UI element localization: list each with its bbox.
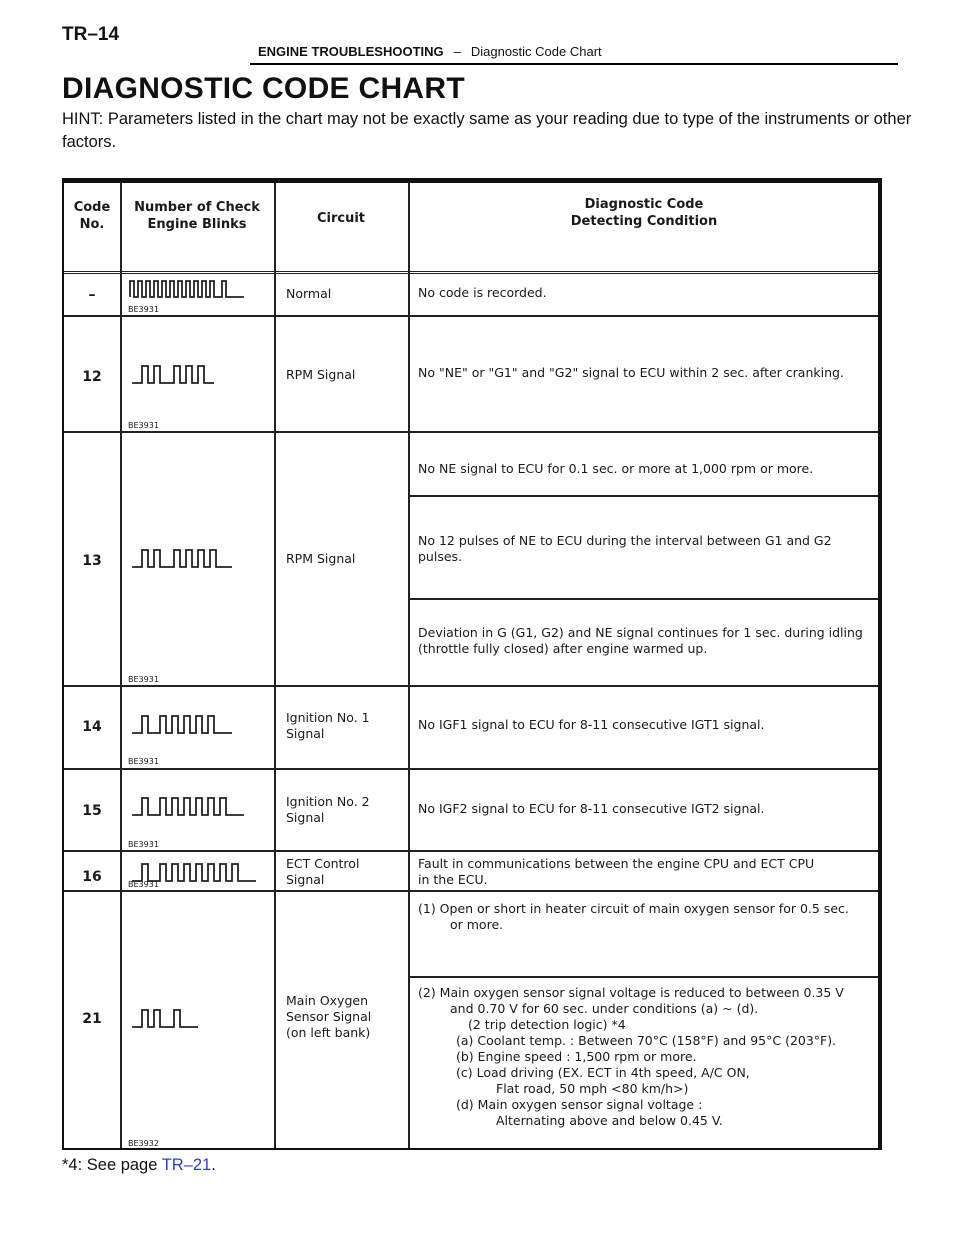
code-14: 14 — [82, 719, 102, 735]
condition-21-1: (1) Open or short in heater circuit of main oxygen sensor for 0.5 sec. or more. — [418, 901, 849, 932]
header-blinks: Number of Check Engine Blinks — [134, 200, 260, 232]
figure-ref: BE3932 — [128, 1139, 159, 1148]
row-divider — [64, 768, 878, 770]
row-divider — [64, 431, 878, 433]
row-divider — [410, 495, 878, 497]
subsection-title: Diagnostic Code Chart — [470, 44, 602, 59]
code-13: 13 — [82, 553, 102, 569]
blink-waveform — [128, 711, 238, 737]
header-separator: – — [453, 44, 461, 59]
col-divider — [120, 183, 122, 1148]
condition-21-2: (2) Main oxygen sensor signal voltage is reduced to between 0.35 V and 0.70 V for 60 sec. under conditions (a) ~ (d). (2 trip detection logic) *4 (a) Coolant temp. : Between 70°C (158°F) and 95°C (203°F). (b) Engine speed : 1,500 rpm or more. (c) Load driving (EX. ECT in 4th speed, A/C ON, Flat road, 50 mph <80 km/h>) (d) Main oxygen sensor signal voltage : Alternating above and below 0.45 V. — [418, 985, 844, 1128]
row-divider — [410, 976, 878, 978]
figure-ref: BE3931 — [128, 675, 159, 684]
condition-13-c: Deviation in G (G1, G2) and NE signal continues for 1 sec. during idling (throttle fully closed) after engine warmed up. — [418, 625, 863, 656]
blink-waveform — [128, 1005, 218, 1031]
circuit-12: RPM Signal — [286, 367, 356, 382]
code-12: 12 — [82, 369, 102, 385]
code-21: 21 — [82, 1011, 102, 1027]
condition-13-a: No NE signal to ECU for 0.1 sec. or more at 1,000 rpm or more. — [418, 461, 814, 476]
condition-13-b: No 12 pulses of NE to ECU during the interval between G1 and G2 pulses. — [418, 533, 832, 564]
figure-ref: BE3931 — [128, 305, 159, 314]
header-rule — [250, 63, 898, 65]
condition-normal: No code is recorded. — [418, 285, 547, 300]
row-divider — [64, 315, 878, 317]
row-divider — [64, 271, 878, 274]
condition-15: No IGF2 signal to ECU for 8-11 consecutive IGT2 signal. — [418, 801, 765, 816]
condition-16: Fault in communications between the engine CPU and ECT CPU in the ECU. — [418, 856, 815, 887]
blink-waveform — [128, 277, 248, 301]
circuit-13: RPM Signal — [286, 551, 356, 566]
col-divider — [408, 183, 410, 1148]
condition-12: No "NE" or "G1" and "G2" signal to ECU within 2 sec. after cranking. — [418, 365, 844, 380]
header-condition: Diagnostic Code Detecting Condition — [570, 197, 718, 229]
blink-waveform — [128, 793, 258, 819]
section-title: ENGINE TROUBLESHOOTING — [258, 44, 444, 59]
running-head — [258, 44, 602, 59]
circuit-15: Ignition No. 2 Signal — [286, 794, 370, 825]
header-circuit: Circuit — [316, 211, 366, 226]
circuit-16: ECT Control Signal — [286, 856, 360, 887]
page-number: TR–14 — [62, 24, 120, 45]
circuit-21: Main Oxygen Sensor Signal (on left bank) — [286, 993, 372, 1040]
figure-ref: BE3931 — [128, 840, 159, 849]
blink-waveform — [128, 361, 218, 387]
row-divider — [64, 850, 878, 852]
row-divider — [64, 685, 878, 687]
row-divider — [64, 890, 878, 892]
code-16: 16 — [82, 869, 102, 885]
circuit-14: Ignition No. 1 Signal — [286, 710, 370, 741]
hint-text: HINT: Parameters listed in the chart may not be exactly same as your reading due to type of the instruments or other factors. — [62, 110, 912, 151]
code-normal: – — [88, 287, 96, 303]
figure-ref: BE3931 — [128, 757, 159, 766]
condition-14: No IGF1 signal to ECU for 8-11 consecutive IGT1 signal. — [418, 717, 765, 732]
diagnostic-code-table — [62, 178, 882, 1150]
footnote: *4: See page TR–21. — [62, 1156, 216, 1174]
col-divider — [274, 183, 276, 1148]
header-code: Code No. — [73, 200, 111, 232]
blink-waveform — [128, 545, 238, 571]
row-divider — [410, 598, 878, 600]
circuit-normal: Normal — [286, 286, 332, 301]
figure-ref: BE3931 — [128, 880, 159, 889]
code-15: 15 — [82, 803, 102, 819]
page-title: DIAGNOSTIC CODE CHART — [62, 72, 465, 105]
page-link[interactable]: TR–21 — [161, 1156, 212, 1174]
figure-ref: BE3931 — [128, 421, 159, 430]
